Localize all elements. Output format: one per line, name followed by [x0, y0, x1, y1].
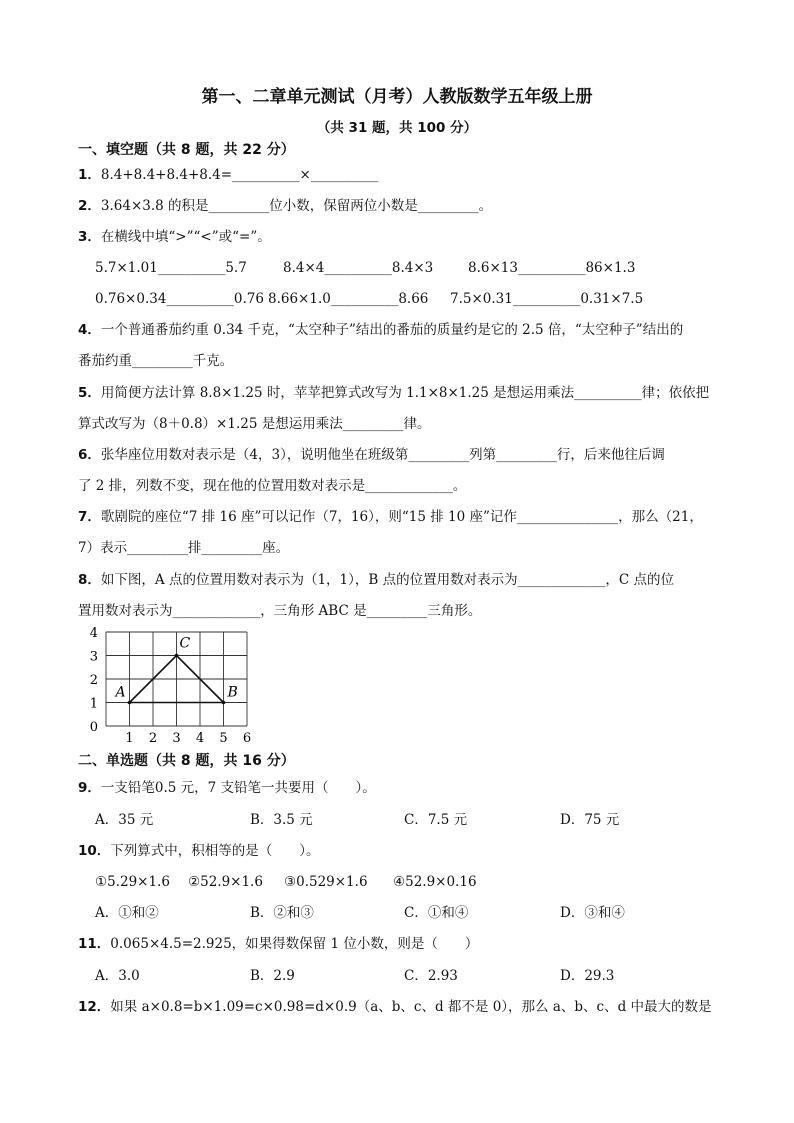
- point-labels: [114, 636, 238, 705]
- option-a: A．35 元: [95, 812, 154, 828]
- compare-item: 8.66×1.0__________8.66: [268, 291, 429, 307]
- question-number: 10．: [78, 843, 111, 859]
- y-tick-label: 2: [89, 673, 98, 688]
- question-text: 在横线中填“>”“<”或“=”。: [100, 229, 271, 245]
- question-text: 张华座位用数对表示是（4，3），说明他坐在班级第_________列第_________行，后来他往后调: [100, 447, 665, 463]
- point-a-dot: [128, 701, 132, 705]
- x-tick-label: 6: [242, 731, 252, 746]
- option-b: B．2.9: [250, 968, 295, 984]
- question-number: 9．: [78, 780, 101, 796]
- x-tick-label: 3: [172, 731, 181, 746]
- question-4: [78, 321, 683, 339]
- question-2: [78, 197, 492, 215]
- x-tick-label: 1: [125, 731, 134, 746]
- question-6-line2: 了 2 排，列数不变，现在他的位置用数对表示是_____________。: [78, 478, 467, 494]
- y-tick-label: 0: [89, 720, 98, 735]
- point-a-label: A: [115, 684, 126, 701]
- question-8: [78, 571, 674, 589]
- option-a: A．①和②: [95, 905, 159, 921]
- option-c: C．2.93: [404, 968, 458, 984]
- section-heading-fill-blank: 一、填空题（共 8 题，共 22 分）: [78, 142, 295, 158]
- compare-item: 8.4×4__________8.4×3: [283, 260, 434, 276]
- question-number: 4．: [78, 322, 101, 338]
- grid-lines: [106, 632, 247, 726]
- formula-2: ②52.9×1.6: [188, 874, 263, 890]
- question-8-line2: 置用数对表示为_____________，三角形 ABC 是_________三角形。: [78, 603, 482, 619]
- question-12: [78, 998, 712, 1016]
- question-number: 11．: [78, 936, 111, 952]
- option-b: B．3.5 元: [250, 812, 313, 828]
- option-c: C．7.5 元: [404, 812, 468, 828]
- point-b-label: B: [227, 684, 238, 701]
- question-number: 5．: [78, 385, 101, 401]
- y-tick-label: 3: [89, 649, 98, 665]
- question-text: 一个普通番茄约重 0.34 千克，“太空种子”结出的番茄的质量约是它的 2.5 倍，“太空种子”结出的: [100, 322, 684, 338]
- question-10: [78, 842, 320, 860]
- page-title: 第一、二章单元测试（月考）人教版数学五年级上册: [201, 87, 593, 107]
- option-b: B．②和③: [250, 905, 314, 921]
- x-tick-label: 2: [148, 731, 158, 746]
- question-number: 8．: [78, 572, 101, 588]
- question-5: [78, 384, 709, 402]
- question-number: 7．: [78, 509, 101, 525]
- point-c-dot: [175, 654, 179, 658]
- question-number: 1．: [78, 167, 101, 183]
- question-number: 6．: [78, 447, 101, 463]
- question-11: [78, 935, 478, 953]
- option-d: D．29.3: [560, 968, 615, 984]
- option-c: C．①和④: [404, 905, 469, 921]
- question-text: 一支铅笔0.5 元，7 支铅笔一共要用（ ）。: [100, 780, 376, 796]
- option-d: D．75 元: [560, 812, 620, 828]
- page-subtitle: （共 31 题，共 100 分）: [316, 120, 478, 136]
- formula-1: ①5.29×1.6: [95, 874, 170, 890]
- option-a: A．3.0: [95, 968, 140, 984]
- question-text: 如果 a×0.8=b×1.09=c×0.98=d×0.9（a、b、c、d 都不是 0），那么 a、b、c、d 中最大的数是: [110, 999, 712, 1015]
- option-d: D．③和④: [560, 905, 625, 921]
- compare-item: 7.5×0.31__________0.31×7.5: [450, 291, 644, 307]
- question-text: 下列算式中，积相等的是（ ）。: [110, 843, 320, 859]
- question-5-line2: 算式改写为（8＋0.8）×1.25 是想运用乘法_________律。: [78, 416, 431, 432]
- section-heading-single-choice: 二、单选题（共 8 题，共 16 分）: [78, 753, 295, 769]
- formula-4: ④52.9×0.16: [393, 874, 477, 890]
- x-tick-label: 4: [195, 731, 205, 746]
- y-tick-label: 4: [89, 626, 98, 641]
- point-b-dot: [222, 701, 226, 705]
- question-4-line2: 番茄约重_________千克。: [78, 353, 234, 369]
- question-text: 0.065×4.5=2.925，如果得数保留 1 位小数，则是（ ）: [110, 936, 479, 952]
- formula-3: ③0.529×1.6: [284, 874, 368, 890]
- question-text: 歌剧院的座位“7 排 16 座”可以记作（7，16），则“15 排 10 座”记作_______________，那么（21，: [100, 509, 703, 525]
- question-1: [78, 166, 378, 184]
- x-tick-label: 5: [219, 731, 228, 746]
- question-text: 如下图，A 点的位置用数对表示为（1，1），B 点的位置用数对表示为_____________，C 点的位: [100, 572, 674, 588]
- y-tick-label: 1: [89, 696, 98, 712]
- question-9: [78, 779, 376, 797]
- point-c-label: C: [179, 635, 191, 652]
- question-number: 12．: [78, 999, 111, 1015]
- compare-item: 8.6×13__________86×1.3: [468, 260, 636, 276]
- coordinate-grid: [86, 626, 266, 746]
- compare-item: 5.7×1.01__________5.7: [95, 260, 247, 276]
- question-number: 2．: [78, 198, 101, 214]
- compare-item: 0.76×0.34__________0.76: [95, 291, 264, 307]
- question-7-line2: 7）表示_________排_________座。: [78, 540, 290, 556]
- question-3: [78, 228, 271, 246]
- question-number: 3．: [78, 229, 101, 245]
- question-text: 8.4+8.4+8.4+8.4=__________×__________: [100, 167, 379, 183]
- question-text: 3.64×3.8 的积是_________位小数，保留两位小数是_________。: [100, 198, 493, 214]
- question-6: [78, 446, 665, 464]
- question-text: 用简便方法计算 8.8×1.25 时，苹苹把算式改写为 1.1×8×1.25 是想运用乘法__________律；依依把: [100, 385, 710, 401]
- question-7: [78, 508, 703, 526]
